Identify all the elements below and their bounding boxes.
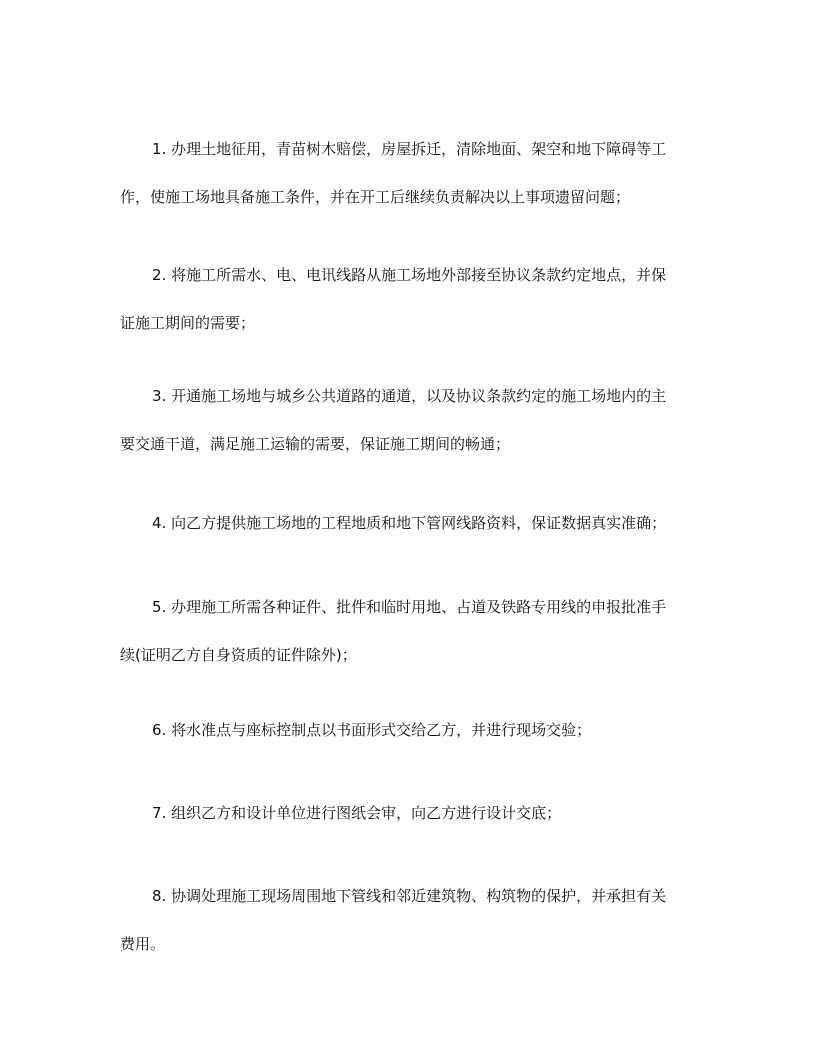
- clause-5: [120, 583, 700, 679]
- clause-8: [120, 872, 700, 968]
- clause-6: [120, 706, 700, 754]
- clause-3: [120, 372, 700, 468]
- clause-1: [120, 125, 700, 221]
- clause-1-line-2: 作，使施工场地具备施工条件，并在开工后继续负责解决以上事项遗留问题；: [120, 188, 631, 206]
- clause-5-line-2: 续(证明乙方自身资质的证件除外)；: [120, 646, 357, 664]
- clause-8-line-1: 8. 协调处理施工现场周围地下管线和邻近建筑物、构筑物的保护，并承担有关: [152, 887, 667, 905]
- clause-6-line-1: 6. 将水准点与座标控制点以书面形式交给乙方，并进行现场交验；: [152, 721, 592, 739]
- clause-4-line-1: 4. 向乙方提供施工场地的工程地质和地下管网线路资料，保证数据真实准确；: [152, 514, 667, 532]
- clause-7-line-1: 7. 组织乙方和设计单位进行图纸会审，向乙方进行设计交底；: [152, 804, 562, 822]
- clause-2-line-2: 证施工期间的需要；: [120, 314, 256, 332]
- clause-2-line-1: 2. 将施工所需水、电、电讯线路从施工场地外部接至协议条款约定地点，并保: [152, 266, 667, 284]
- clause-5-line-1: 5. 办理施工所需各种证件、批件和临时用地、占道及铁路专用线的申报批准手: [152, 598, 667, 616]
- clause-3-line-1: 3. 开通施工场地与城乡公共道路的通道，以及协议条款约定的施工场地内的主: [152, 387, 667, 405]
- clause-3-line-2: 要交通干道，满足施工运输的需要，保证施工期间的畅通；: [120, 435, 511, 453]
- clause-2: [120, 251, 700, 347]
- clause-1-line-1: 1. 办理土地征用，青苗树木赔偿，房屋拆迁，清除地面、架空和地下障碍等工: [152, 140, 667, 158]
- clause-8-line-2: 费用。: [120, 935, 166, 953]
- clause-4: [120, 499, 700, 547]
- clause-7: [120, 789, 700, 837]
